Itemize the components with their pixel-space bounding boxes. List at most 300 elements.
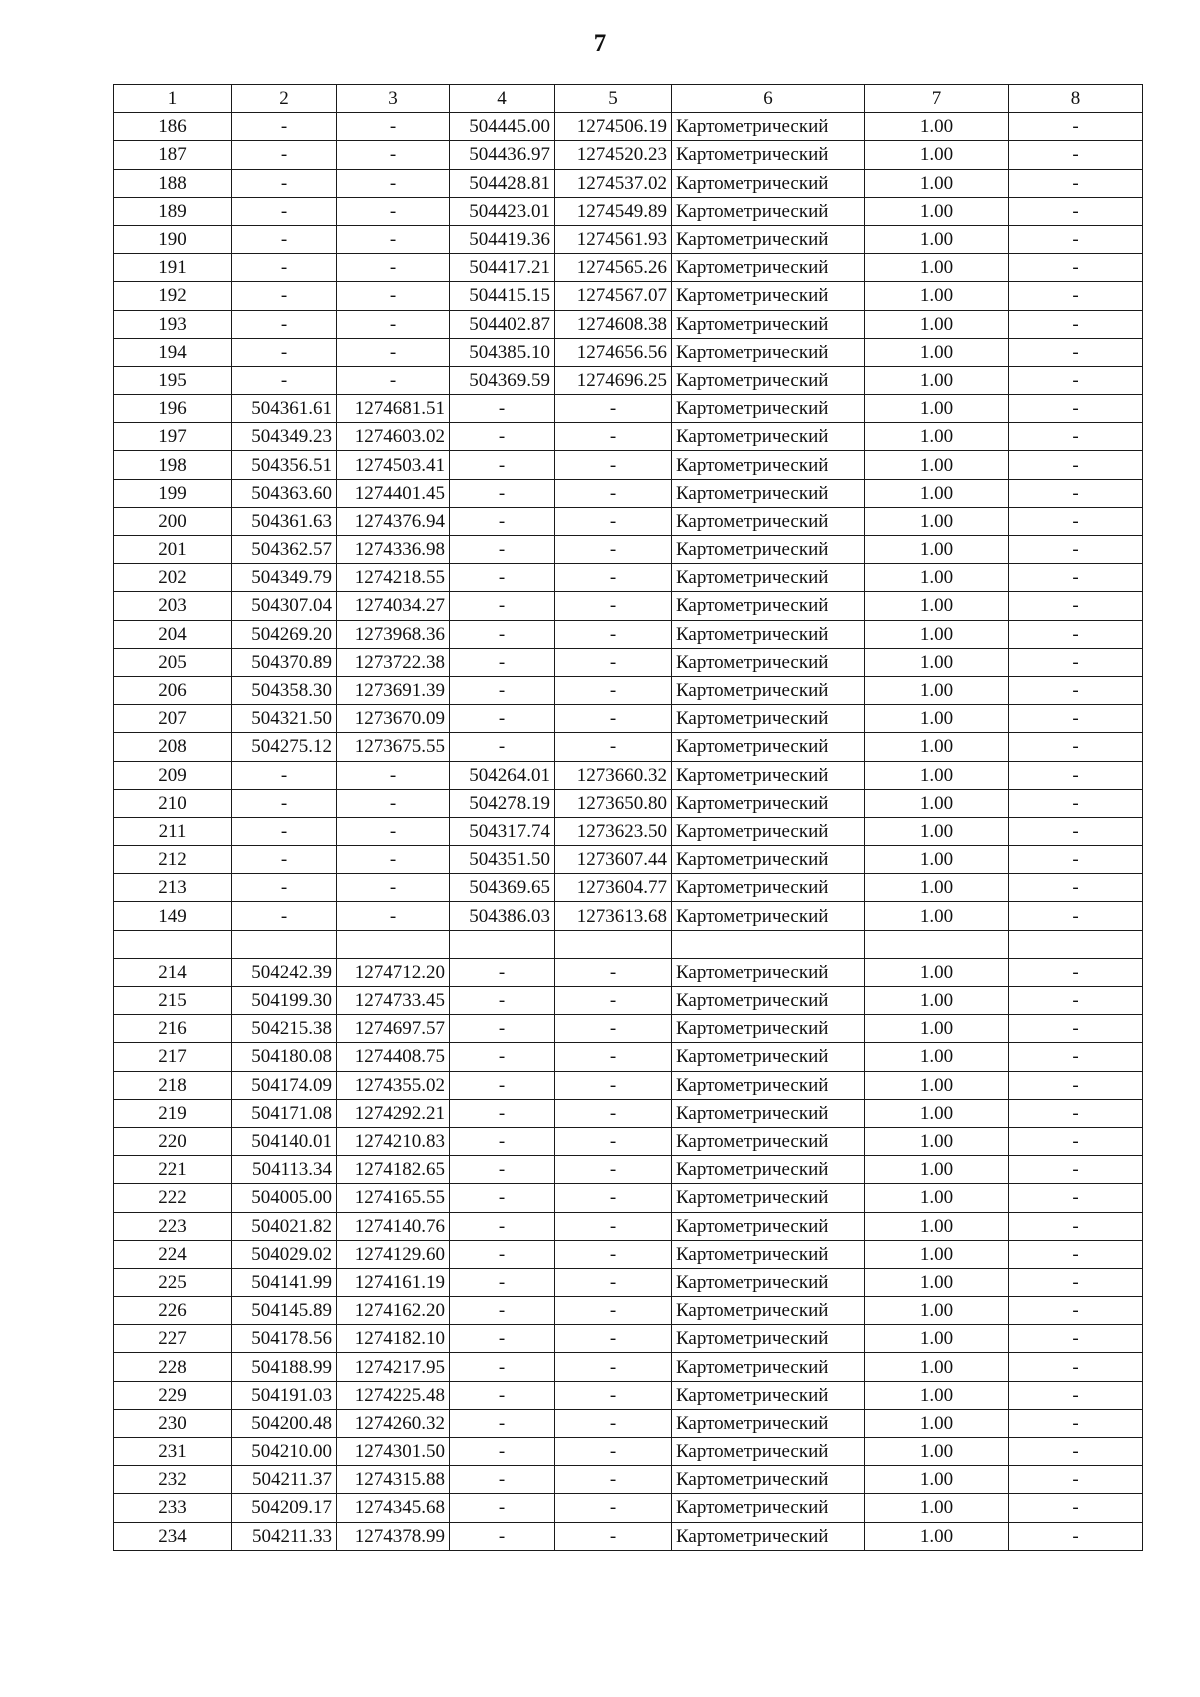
table-cell: 1.00	[865, 705, 1009, 733]
table-cell: -	[450, 1522, 555, 1550]
table-cell: -	[450, 395, 555, 423]
table-cell: -	[1009, 536, 1143, 564]
table-cell: 1274376.94	[337, 507, 450, 535]
table-body	[114, 85, 1143, 1551]
table-cell: Картометрический	[672, 648, 865, 676]
table-cell: 504361.63	[232, 507, 337, 535]
table-row	[114, 958, 1143, 986]
table-cell: -	[1009, 1466, 1143, 1494]
table-cell: 1.00	[865, 479, 1009, 507]
table-cell: 1274225.48	[337, 1381, 450, 1409]
table-cell: Картометрический	[672, 310, 865, 338]
table-cell: -	[1009, 254, 1143, 282]
table-cell: -	[1009, 366, 1143, 394]
table-cell: -	[1009, 789, 1143, 817]
table-cell: Картометрический	[672, 338, 865, 366]
table-cell: 217	[114, 1043, 232, 1071]
table-cell: Картометрический	[672, 141, 865, 169]
table-cell: -	[1009, 564, 1143, 592]
table-cell: 1273691.39	[337, 676, 450, 704]
table-cell: Картометрический	[672, 1438, 865, 1466]
table-cell: 504369.65	[450, 874, 555, 902]
table-cell: Картометрический	[672, 366, 865, 394]
table-cell: 1274506.19	[555, 113, 672, 141]
table-cell: Картометрический	[672, 761, 865, 789]
table-cell: -	[1009, 1015, 1143, 1043]
table-row	[114, 1071, 1143, 1099]
table-cell: 1273604.77	[555, 874, 672, 902]
table-row	[114, 1127, 1143, 1155]
table-row	[114, 225, 1143, 253]
column-header: 6	[672, 85, 865, 113]
table-cell: -	[232, 366, 337, 394]
table-cell: Картометрический	[672, 817, 865, 845]
table-cell: 192	[114, 282, 232, 310]
table-cell: 209	[114, 761, 232, 789]
table-row	[114, 1099, 1143, 1127]
table-cell: 191	[114, 254, 232, 282]
table-cell: 223	[114, 1212, 232, 1240]
table-cell: Картометрический	[672, 846, 865, 874]
table-cell: -	[450, 676, 555, 704]
table-cell: 1273660.32	[555, 761, 672, 789]
table-cell: Картометрический	[672, 225, 865, 253]
table-cell: -	[232, 761, 337, 789]
table-cell	[1009, 930, 1143, 958]
table-cell: -	[1009, 705, 1143, 733]
table-cell: -	[450, 987, 555, 1015]
table-cell: 231	[114, 1438, 232, 1466]
table-cell: -	[555, 1099, 672, 1127]
table-cell: 189	[114, 197, 232, 225]
table-cell: -	[450, 451, 555, 479]
table-row	[114, 254, 1143, 282]
table-cell: 1274565.26	[555, 254, 672, 282]
table-cell: Картометрический	[672, 592, 865, 620]
table-cell: -	[555, 1071, 672, 1099]
table-cell: -	[1009, 423, 1143, 451]
table-cell: -	[1009, 1297, 1143, 1325]
table-row	[114, 338, 1143, 366]
table-cell: 1.00	[865, 536, 1009, 564]
table-cell: -	[450, 1268, 555, 1296]
table-cell: -	[1009, 1156, 1143, 1184]
table-cell: -	[555, 733, 672, 761]
table-cell: 224	[114, 1240, 232, 1268]
table-cell: -	[232, 310, 337, 338]
table-row	[114, 1409, 1143, 1437]
table-cell: 211	[114, 817, 232, 845]
table-cell: Картометрический	[672, 705, 865, 733]
table-cell: -	[450, 564, 555, 592]
table-cell: -	[555, 451, 672, 479]
table-cell: 204	[114, 620, 232, 648]
table-cell: 504199.30	[232, 987, 337, 1015]
table-cell: 1.00	[865, 225, 1009, 253]
table-cell: 504358.30	[232, 676, 337, 704]
table-cell: -	[450, 1043, 555, 1071]
table-row	[114, 648, 1143, 676]
table-cell: 1.00	[865, 423, 1009, 451]
table-cell: -	[555, 1466, 672, 1494]
table-cell: 199	[114, 479, 232, 507]
table-row	[114, 1043, 1143, 1071]
table-cell: 149	[114, 902, 232, 930]
table-cell: 1.00	[865, 1240, 1009, 1268]
table-cell: -	[555, 395, 672, 423]
table-row	[114, 930, 1143, 958]
table-cell: -	[1009, 817, 1143, 845]
table-cell: 504188.99	[232, 1353, 337, 1381]
table-cell	[555, 930, 672, 958]
table-cell: -	[450, 423, 555, 451]
table-row	[114, 1268, 1143, 1296]
table-cell: 1274712.20	[337, 958, 450, 986]
table-cell	[672, 930, 865, 958]
table-cell: -	[555, 423, 672, 451]
table-cell: -	[232, 113, 337, 141]
table-cell: 504369.59	[450, 366, 555, 394]
table-cell: -	[1009, 113, 1143, 141]
table-cell: 1274503.41	[337, 451, 450, 479]
table-cell: Картометрический	[672, 1353, 865, 1381]
table-cell: Картометрический	[672, 1381, 865, 1409]
table-cell	[337, 930, 450, 958]
table-cell: -	[555, 1015, 672, 1043]
table-cell: -	[1009, 1353, 1143, 1381]
table-cell: 1274218.55	[337, 564, 450, 592]
table-cell: -	[450, 958, 555, 986]
table-cell: -	[1009, 958, 1143, 986]
table-cell: -	[555, 1494, 672, 1522]
table-cell: Картометрический	[672, 197, 865, 225]
table-cell: 1274210.83	[337, 1127, 450, 1155]
table-cell: 504349.79	[232, 564, 337, 592]
table-cell: Картометрический	[672, 1043, 865, 1071]
table-cell: 1274182.65	[337, 1156, 450, 1184]
table-cell: -	[337, 113, 450, 141]
table-cell: 229	[114, 1381, 232, 1409]
table-cell: 504362.57	[232, 536, 337, 564]
table-cell: 212	[114, 846, 232, 874]
table-cell: 504349.23	[232, 423, 337, 451]
table-cell: -	[337, 874, 450, 902]
table-cell: 1274217.95	[337, 1353, 450, 1381]
table-cell: -	[555, 620, 672, 648]
table-cell: -	[1009, 733, 1143, 761]
table-cell: 195	[114, 366, 232, 394]
table-cell: 196	[114, 395, 232, 423]
table-cell: Картометрический	[672, 1325, 865, 1353]
table-cell: -	[555, 705, 672, 733]
table-row	[114, 846, 1143, 874]
table-cell: -	[450, 1127, 555, 1155]
table-cell: 1274567.07	[555, 282, 672, 310]
table-cell: -	[1009, 874, 1143, 902]
table-cell: -	[1009, 648, 1143, 676]
table-row	[114, 902, 1143, 930]
table-cell: 1274182.10	[337, 1325, 450, 1353]
table-cell: Картометрический	[672, 987, 865, 1015]
table-cell: -	[1009, 395, 1143, 423]
table-cell: 504361.61	[232, 395, 337, 423]
table-cell: -	[1009, 507, 1143, 535]
table-cell: Картометрический	[672, 564, 865, 592]
table-cell: -	[555, 1240, 672, 1268]
table-row	[114, 1494, 1143, 1522]
table-cell: 504351.50	[450, 846, 555, 874]
table-cell: -	[450, 1071, 555, 1099]
table-cell: -	[1009, 987, 1143, 1015]
table-cell: 200	[114, 507, 232, 535]
table-cell: 504005.00	[232, 1184, 337, 1212]
table-cell: Картометрический	[672, 507, 865, 535]
table-cell: -	[555, 1409, 672, 1437]
table-row	[114, 592, 1143, 620]
table-cell: -	[232, 141, 337, 169]
table-cell: 1.00	[865, 1522, 1009, 1550]
table-cell: -	[450, 1353, 555, 1381]
table-cell: 504264.01	[450, 761, 555, 789]
table-cell: 504141.99	[232, 1268, 337, 1296]
table-cell: Картометрический	[672, 1071, 865, 1099]
table-cell: -	[1009, 1522, 1143, 1550]
table-cell: 1.00	[865, 1494, 1009, 1522]
table-cell: Картометрический	[672, 902, 865, 930]
table-row	[114, 733, 1143, 761]
table-row	[114, 366, 1143, 394]
table-cell: -	[555, 1297, 672, 1325]
table-cell: 215	[114, 987, 232, 1015]
page-number: 7	[593, 30, 607, 57]
table-cell: 1.00	[865, 1212, 1009, 1240]
table-cell: -	[1009, 676, 1143, 704]
table-cell: 225	[114, 1268, 232, 1296]
table-cell: 207	[114, 705, 232, 733]
table-cell: -	[1009, 169, 1143, 197]
table-cell: 504356.51	[232, 451, 337, 479]
table-cell: 1273607.44	[555, 846, 672, 874]
table-cell: 1.00	[865, 761, 1009, 789]
table-cell: -	[450, 1212, 555, 1240]
table-cell: 234	[114, 1522, 232, 1550]
table-cell: -	[1009, 846, 1143, 874]
table-cell: 504402.87	[450, 310, 555, 338]
table-cell: 504209.17	[232, 1494, 337, 1522]
table-cell: -	[555, 507, 672, 535]
coordinates-table	[113, 84, 1143, 1551]
table-cell: -	[337, 761, 450, 789]
table-cell: -	[232, 197, 337, 225]
table-cell: 1.00	[865, 733, 1009, 761]
table-cell: Картометрический	[672, 1127, 865, 1155]
table-cell: 194	[114, 338, 232, 366]
table-cell: -	[1009, 1212, 1143, 1240]
table-cell: 219	[114, 1099, 232, 1127]
table-cell: 1.00	[865, 141, 1009, 169]
table-cell: Картометрический	[672, 1297, 865, 1325]
table-cell: 1.00	[865, 987, 1009, 1015]
table-cell: 1274378.99	[337, 1522, 450, 1550]
table-cell: Картометрический	[672, 451, 865, 479]
table-cell: -	[450, 1184, 555, 1212]
table-cell: 1.00	[865, 1268, 1009, 1296]
table-cell: -	[450, 479, 555, 507]
table-cell: -	[450, 733, 555, 761]
table-cell: -	[450, 1381, 555, 1409]
table-cell: -	[1009, 1071, 1143, 1099]
table-cell: 1274537.02	[555, 169, 672, 197]
table-row	[114, 1353, 1143, 1381]
table-cell: -	[1009, 338, 1143, 366]
table-cell: -	[555, 1522, 672, 1550]
table-row	[114, 817, 1143, 845]
table-cell: 1274408.75	[337, 1043, 450, 1071]
table-cell: 233	[114, 1494, 232, 1522]
table-cell: -	[450, 1099, 555, 1127]
table-cell: -	[555, 676, 672, 704]
table-cell: -	[450, 1325, 555, 1353]
table-cell: -	[1009, 225, 1143, 253]
table-cell: 1.00	[865, 113, 1009, 141]
table-cell: 1.00	[865, 958, 1009, 986]
table-row	[114, 169, 1143, 197]
table-cell: 1.00	[865, 1015, 1009, 1043]
table-cell: 1.00	[865, 1184, 1009, 1212]
table-cell: Картометрический	[672, 789, 865, 817]
table-cell: 504386.03	[450, 902, 555, 930]
table-row	[114, 536, 1143, 564]
table-cell: 202	[114, 564, 232, 592]
column-header: 5	[555, 85, 672, 113]
table-cell: 220	[114, 1127, 232, 1155]
table-cell: Картометрический	[672, 958, 865, 986]
table-cell: Картометрический	[672, 395, 865, 423]
table-cell: Картометрический	[672, 1099, 865, 1127]
table-cell: -	[450, 592, 555, 620]
table-cell: -	[450, 536, 555, 564]
table-cell: -	[450, 1494, 555, 1522]
table-cell: 1273613.68	[555, 902, 672, 930]
table-cell: -	[337, 789, 450, 817]
table-cell: 193	[114, 310, 232, 338]
table-cell: 210	[114, 789, 232, 817]
table-cell: 1.00	[865, 197, 1009, 225]
table-cell: 504428.81	[450, 169, 555, 197]
table-cell: 1274336.98	[337, 536, 450, 564]
table-cell: 504419.36	[450, 225, 555, 253]
table-cell: -	[450, 1156, 555, 1184]
table-cell: 1.00	[865, 451, 1009, 479]
table-cell: 504269.20	[232, 620, 337, 648]
table-cell: 1274140.76	[337, 1212, 450, 1240]
table-cell: Картометрический	[672, 620, 865, 648]
table-cell: 1273623.50	[555, 817, 672, 845]
table-cell: 1.00	[865, 1325, 1009, 1353]
table-cell: 1274161.19	[337, 1268, 450, 1296]
table-cell: 1274733.45	[337, 987, 450, 1015]
table-cell: -	[1009, 479, 1143, 507]
table-cell: 1.00	[865, 310, 1009, 338]
table-cell: Картометрический	[672, 479, 865, 507]
table-cell: 504307.04	[232, 592, 337, 620]
table-row	[114, 451, 1143, 479]
table-cell: 1274549.89	[555, 197, 672, 225]
table-cell: 214	[114, 958, 232, 986]
table-cell: -	[450, 1240, 555, 1268]
table-cell: Картометрический	[672, 874, 865, 902]
table-cell: 1.00	[865, 1099, 1009, 1127]
table-cell: -	[555, 1212, 672, 1240]
table-cell: Картометрический	[672, 1409, 865, 1437]
table-cell: Картометрический	[672, 1184, 865, 1212]
table-cell: -	[1009, 1494, 1143, 1522]
table-cell: Картометрический	[672, 1466, 865, 1494]
table-cell: 1.00	[865, 1297, 1009, 1325]
table-cell: 504215.38	[232, 1015, 337, 1043]
table-row	[114, 1015, 1143, 1043]
table-cell: 504415.15	[450, 282, 555, 310]
table-cell: 1274345.68	[337, 1494, 450, 1522]
table-row	[114, 564, 1143, 592]
table-cell: 1.00	[865, 592, 1009, 620]
table-cell: 201	[114, 536, 232, 564]
table-cell: 1274034.27	[337, 592, 450, 620]
table-cell: -	[555, 987, 672, 1015]
table-cell: 222	[114, 1184, 232, 1212]
table-cell: 1.00	[865, 564, 1009, 592]
table-cell: -	[232, 254, 337, 282]
table-cell: 1.00	[865, 1409, 1009, 1437]
table-row	[114, 1184, 1143, 1212]
table-row	[114, 1240, 1143, 1268]
table-cell: 1.00	[865, 620, 1009, 648]
column-header: 2	[232, 85, 337, 113]
table-cell: -	[337, 902, 450, 930]
table-cell: 1.00	[865, 817, 1009, 845]
table-cell: -	[1009, 1099, 1143, 1127]
table-cell: -	[555, 1127, 672, 1155]
table-cell: -	[232, 225, 337, 253]
table-cell: 504317.74	[450, 817, 555, 845]
table-cell: -	[1009, 1127, 1143, 1155]
table-row	[114, 1156, 1143, 1184]
table-cell: 186	[114, 113, 232, 141]
table-cell: 504211.33	[232, 1522, 337, 1550]
table-cell: 1274561.93	[555, 225, 672, 253]
table-cell: 1.00	[865, 874, 1009, 902]
table-cell: 1274315.88	[337, 1466, 450, 1494]
table-cell: 1274162.20	[337, 1297, 450, 1325]
table-cell: -	[450, 1297, 555, 1325]
table-cell: 218	[114, 1071, 232, 1099]
table-cell: 1.00	[865, 1353, 1009, 1381]
column-header: 8	[1009, 85, 1143, 113]
table-cell: 205	[114, 648, 232, 676]
column-header: 3	[337, 85, 450, 113]
table-cell: Картометрический	[672, 282, 865, 310]
table-cell	[114, 930, 232, 958]
table-cell: 213	[114, 874, 232, 902]
table-row	[114, 479, 1143, 507]
table-cell: 1.00	[865, 395, 1009, 423]
table-cell: -	[337, 141, 450, 169]
table-cell: 203	[114, 592, 232, 620]
table-cell: 226	[114, 1297, 232, 1325]
table-cell: -	[1009, 282, 1143, 310]
table-cell: 1274608.38	[555, 310, 672, 338]
table-cell: Картометрический	[672, 1522, 865, 1550]
